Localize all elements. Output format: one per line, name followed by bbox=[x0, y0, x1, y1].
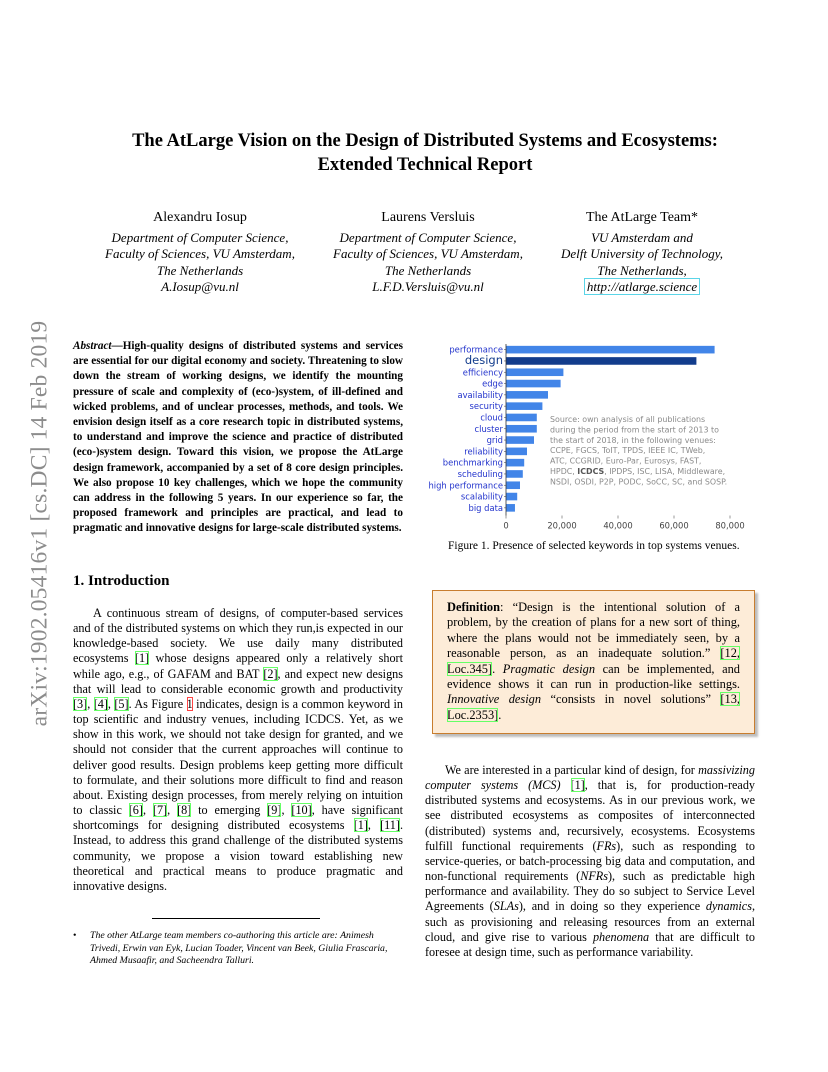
x-tick-label: 80,000 bbox=[715, 520, 745, 531]
term-pragmatic-design: Pragmatic design bbox=[502, 661, 596, 676]
chart-source-annotation-line: CCPE, FGCS, ToIT, TPDS, IEEE IC, TWeb, bbox=[550, 446, 706, 456]
x-tick-label: 0 bbox=[503, 520, 509, 531]
citation-link[interactable]: [7] bbox=[152, 803, 168, 818]
author-affiliation-line: Department of Computer Science, bbox=[111, 229, 289, 245]
category-label: reliability bbox=[464, 446, 503, 457]
chart-source-annotation-line: Source: own analysis of all publications bbox=[550, 415, 706, 424]
arxiv-identifier-stamp bbox=[22, 288, 58, 758]
category-label: high performance bbox=[428, 480, 503, 491]
arxiv-identifier-text: arXiv:1902.05416v1 [cs.DC] 14 Feb 2019 bbox=[26, 320, 53, 726]
abstract-text: —High-quality designs of distributed systems and services are essential for our digital economy and society. Threatening to slow down the stream of working designs, we identify the mounting pressure of scale and complexity of (eco-)system, of ill-defined and wicked problems, and of unclear processes, methods, and tools. We envision design itself as a core research topic in distributed systems, to understand and improve the science and practice of distributed (eco-)system design. Toward this vision, we propose the AtLarge design framework, accompanied by a set of 8 core design principles. We also propose 10 key challenges, which we hope the community can address in the following 5 years. In our experience so far, the proposed framework and principles are practical, and lead to pragmatic and innovative designs for large-scale distributed systems. bbox=[73, 340, 403, 535]
category-label: efficiency bbox=[462, 367, 503, 378]
bar-reliability bbox=[506, 448, 527, 456]
chart-source-annotation-line: ATC, CCGRID, Euro-Par, Eurosys, FAST, bbox=[550, 456, 702, 466]
chart-source-annotation-line: NSDI, OSDI, P2P, PODC, SoCC, SC, and SOSP. bbox=[550, 477, 728, 487]
author-affiliation-line: The Netherlands bbox=[156, 262, 244, 278]
bar-performance bbox=[506, 346, 715, 354]
chart-source-annotation-line: the start of 2018, in the following venues: bbox=[550, 435, 716, 445]
category-label: edge bbox=[482, 378, 503, 389]
author-name: The AtLarge Team* bbox=[585, 210, 699, 225]
bar-big-data bbox=[506, 504, 515, 512]
author-name: Alexandru Iosup bbox=[153, 210, 247, 225]
section-heading-introduction bbox=[73, 573, 169, 590]
keyword-presence-chart bbox=[425, 338, 770, 531]
citation-link[interactable]: [4] bbox=[93, 696, 108, 711]
paper-title-line-2: Extended Technical Report bbox=[317, 155, 533, 175]
author-affiliation-line: VU Amsterdam and bbox=[591, 229, 693, 245]
x-tick-label: 20,000 bbox=[547, 520, 577, 531]
intro-paragraph: A continuous stream of designs, of computer-based services and of the distributed systems on which they run,is expected in our knowledge-based society. We use daily many distributed ecosystems [1] whose designs appeared only a relatively short while ago, e.g., of GAFAM and BAT [2], and expect new designs that will lead to considerable economic growth and productivity [3], [4], [5]. As Figure 1 indicates, design is a common keyword in top scientific and industry venues, including ICDCS. Yet, as we show in this work, we should not take design for granted, and we should not consider that the current approaches will continue to deliver good results. Design problems keep getting more difficult to formulate, and their solutions more difficult to find and reason about. Existing design processes, from merely relying on intuition to classic [6], [7], [8] to emerging [9], [10], have significant shortcomings for designing distributed ecosystems [1], [11]. Instead, to address this grand challenge of the distributed systems community, we propose a vision toward establishing new theoretical and practical means to produce pragmatic and innovative designs. bbox=[73, 606, 404, 893]
citation-link[interactable]: [9] bbox=[267, 803, 282, 818]
figure-reference-link[interactable]: 1 bbox=[186, 696, 193, 711]
bar-availability bbox=[506, 391, 548, 399]
bar-scheduling bbox=[506, 470, 523, 478]
bar-high-performance bbox=[506, 481, 520, 489]
paper-title-line-1: The AtLarge Vision on the Design of Distributed Systems and Ecosystems: bbox=[132, 131, 718, 151]
citation-link[interactable]: [10] bbox=[291, 803, 312, 818]
bar-security bbox=[506, 402, 542, 410]
section-number: 1. bbox=[73, 573, 85, 589]
citation-link[interactable]: [5] bbox=[114, 696, 129, 711]
author-affiliation-line: Faculty of Sciences, VU Amsterdam, bbox=[333, 246, 523, 261]
category-label: security bbox=[469, 401, 503, 412]
category-label: big data bbox=[468, 502, 503, 513]
author-block-1 bbox=[90, 210, 310, 296]
citation-link[interactable]: [1] bbox=[134, 651, 150, 666]
author-affiliation-line: Department of Computer Science, bbox=[339, 229, 517, 245]
category-label: cluster bbox=[474, 423, 503, 434]
footnote bbox=[73, 930, 403, 968]
citation-link[interactable]: [1] bbox=[570, 778, 585, 793]
definition-term: Definition bbox=[447, 600, 501, 614]
x-tick-label: 40,000 bbox=[603, 520, 633, 531]
citation-link[interactable]: [2] bbox=[263, 666, 278, 681]
citation-link[interactable]: [12, Loc.345] bbox=[447, 646, 740, 676]
author-affiliation-line: Delft University of Technology, bbox=[561, 246, 723, 261]
abstract-lead: Abstract bbox=[73, 340, 112, 352]
bar-benchmarking bbox=[506, 459, 524, 467]
citation-link[interactable]: [1] bbox=[353, 818, 368, 833]
category-label: grid bbox=[486, 435, 503, 446]
category-label: performance bbox=[449, 344, 503, 355]
footnote-bullet: • bbox=[73, 930, 77, 941]
category-label: scalability bbox=[460, 491, 503, 502]
chart-source-annotation-line: during the period from the start of 2013 to bbox=[550, 425, 719, 435]
bar-grid bbox=[506, 436, 534, 444]
category-label: availability bbox=[457, 389, 503, 400]
category-label: cloud bbox=[480, 412, 503, 423]
atlarge-website-link[interactable]: http://atlarge.science bbox=[584, 278, 700, 295]
category-label: design bbox=[464, 352, 503, 367]
citation-link[interactable]: [13, Loc.2353] bbox=[447, 692, 740, 722]
section-title: Introduction bbox=[88, 573, 170, 589]
footnote-text: The other AtLarge team members co-authoring this article are: Animesh Trivedi, Erwin van Eyk, Lucian Toader, Vincent van Beek, Giulia Frascaria, Ahmed Musaafir, and Sacheendra Talluri. bbox=[90, 930, 388, 966]
definition-box: Definition: “Design is the intentional solution of a problem, by the creation of plans for a new sort of thing, where the plans would not be immediately seen, by a reasonable person, as an inadequate solution.” [12, Loc.345]. Pragmatic design can be implemented, and evidence shows it can run in production-like settings. Innovative design “consists in novel solutions” [13, Loc.2353]. bbox=[432, 590, 755, 734]
figure-caption: Figure 1. Presence of selected keywords in top systems venues. bbox=[448, 540, 740, 552]
citation-link[interactable]: [8] bbox=[177, 803, 192, 818]
author-name: Laurens Versluis bbox=[381, 210, 475, 225]
category-label: scheduling bbox=[457, 468, 503, 479]
bar-scalability bbox=[506, 493, 517, 501]
term-innovative-design: Innovative design bbox=[447, 692, 542, 707]
bar-efficiency bbox=[506, 368, 563, 376]
chart-source-annotation-line: HPDC, ICDCS, IPDPS, ISC, LISA, Middleware, bbox=[550, 467, 726, 476]
author-affiliation-line: The Netherlands bbox=[384, 262, 472, 278]
category-label: benchmarking bbox=[442, 457, 503, 468]
author-email: L.F.D.Versluis@vu.nl bbox=[372, 279, 484, 294]
paper-title bbox=[80, 129, 770, 177]
author-affiliation-line: The Netherlands, bbox=[597, 262, 687, 278]
bar-cluster bbox=[506, 425, 537, 433]
citation-link[interactable]: [6] bbox=[128, 803, 143, 818]
keyword-bar-chart-svg bbox=[425, 338, 770, 531]
bar-design bbox=[506, 357, 696, 365]
author-affiliation-line: Faculty of Sciences, VU Amsterdam, bbox=[105, 246, 295, 261]
x-tick-label: 60,000 bbox=[659, 520, 689, 531]
citation-link[interactable]: [3] bbox=[73, 696, 88, 711]
bar-cloud bbox=[506, 414, 537, 422]
bar-edge bbox=[506, 380, 561, 388]
author-block-2 bbox=[318, 210, 538, 296]
citation-link[interactable]: [11] bbox=[380, 818, 400, 833]
footnote-rule bbox=[152, 918, 320, 919]
mcs-paragraph: We are interested in a particular kind of design, for massivizing computer systems (MCS) [1], that is, for production-ready distributed systems and ecosystems. As in our previous work, we see distributed ecosystems as composites of interconnected (distributed) systems and, recursively, ecosystems. Ecosystems fulfill functional requirements (FRs), such as responding to service-queries, or batch-processing big data and computation, and non-functional requirements (NFRs), such as predictable high performance and availability. They do so subject to Service Level Agreements (SLAs), and in doing so they experience dynamics, such as provisioning and releasing resources from an external cloud, and give rise to various phenomena that are difficult to foresee at design time, such as performance variability. bbox=[425, 763, 756, 959]
author-block-3 bbox=[546, 210, 738, 296]
author-email: A.Iosup@vu.nl bbox=[161, 279, 239, 294]
abstract bbox=[73, 339, 403, 537]
